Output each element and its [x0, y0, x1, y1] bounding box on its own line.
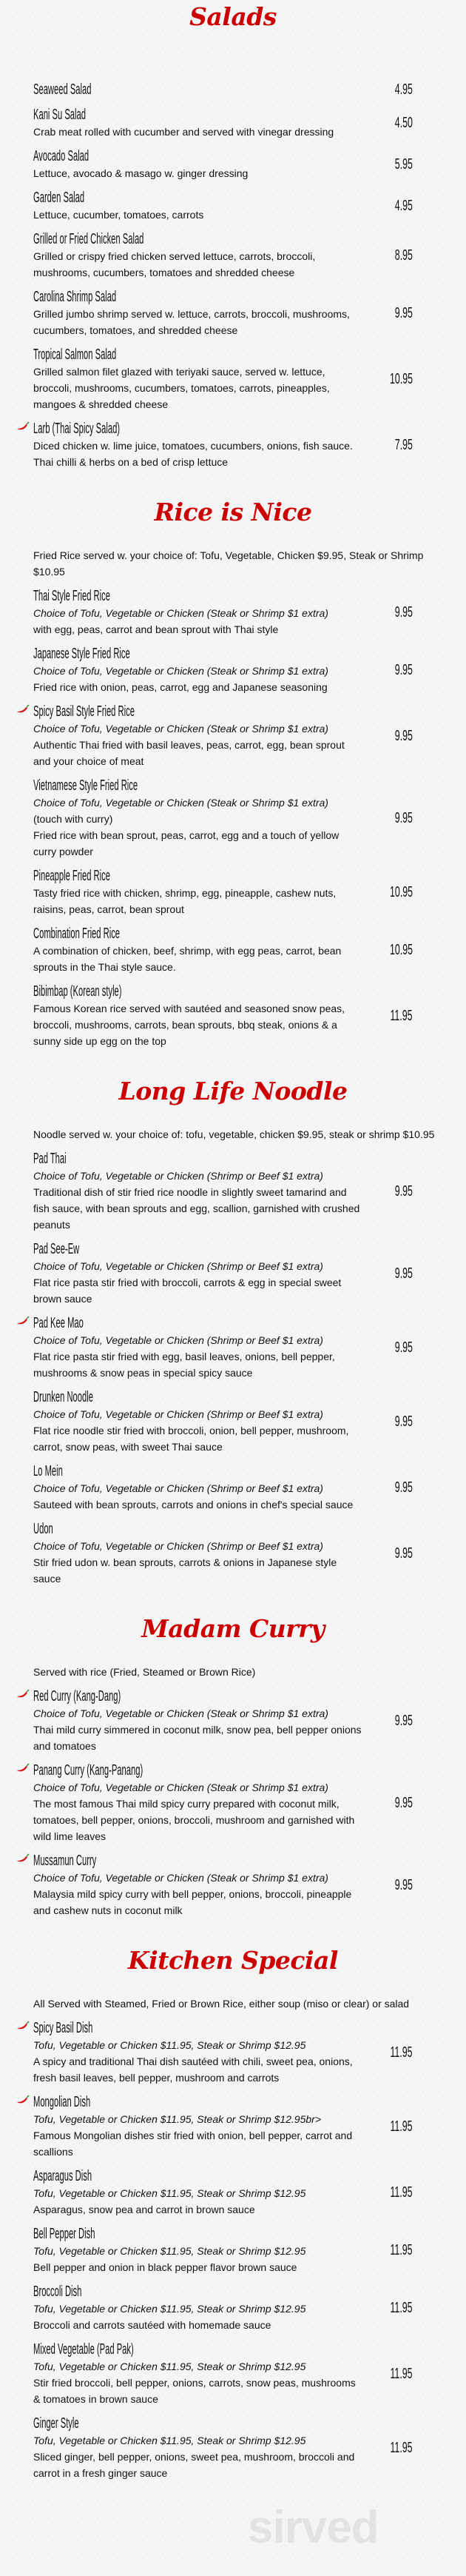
menu-item-name-text: Tropical Salmon Salad — [33, 347, 117, 363]
menu-item-price — [368, 1265, 413, 1282]
menu-item-name — [33, 189, 362, 207]
menu-item-price — [368, 437, 413, 454]
menu-item-choice: Choice of Tofu, Vegetable or Chicken (Steak or Shrimp $1 extra) — [33, 665, 328, 677]
menu-item — [33, 189, 413, 223]
menu-item-price-text: 11.95 — [390, 2241, 413, 2258]
section-intro: All Served with Steamed, Fried or Brown Rice, either soup (miso or clear) or salad — [33, 1998, 410, 2010]
menu-item-name-text: Ginger Style — [33, 2415, 79, 2432]
menu-item-description: Stir fried broccoli, bell pepper, onions, carrots, snow peas, mushrooms & tomatoes in brown sauce — [33, 2377, 356, 2405]
menu-item-description: Famous Korean rice served with sautéed and seasoned snow peas, broccoli, mushrooms, carrots, bean sprouts, bbq steak, onions & a sunny side up egg on the top — [33, 1003, 345, 1047]
menu-item-name — [33, 1852, 362, 1870]
menu-item-price-text: 8.95 — [394, 247, 413, 264]
menu-item-body — [33, 2283, 362, 2333]
menu-item-body — [33, 1762, 362, 1844]
menu-item-price — [368, 1183, 413, 1200]
menu-item-price-text: 9.95 — [394, 603, 413, 620]
menu-item-price-text: 11.95 — [390, 2184, 413, 2201]
menu-item — [33, 983, 413, 1049]
menu-item-name-text: Pineapple Fried Rice — [33, 868, 110, 884]
menu-item-price-text: 11.95 — [390, 2044, 413, 2061]
menu-item-name-text: Kani Su Salad — [33, 107, 86, 123]
section-heading: Salads — [189, 2, 277, 31]
menu-item — [33, 106, 413, 140]
menu-item-name — [33, 1150, 362, 1168]
menu-item-name-text: Lo Mein — [33, 1463, 63, 1479]
menu-item-price — [368, 662, 413, 679]
menu-item-body — [33, 703, 362, 769]
menu-item-description: Flat rice pasta stir fried with broccoli, carrots & egg in special sweet brown sauce — [33, 1277, 342, 1305]
chili-pepper-icon — [16, 421, 30, 432]
menu-item-name-text: Larb (Thai Spicy Salad) — [33, 421, 121, 437]
menu-item-choice: Choice of Tofu, Vegetable or Chicken (Steak or Shrimp $1 extra) — [33, 723, 328, 735]
menu-item-choice: Choice of Tofu, Vegetable or Chicken (Shrimp or Beef $1 extra) — [33, 1540, 323, 1552]
menu-item-description: Fried rice with onion, peas, carrot, egg and Japanese seasoning — [33, 681, 328, 693]
menu-item — [33, 1314, 413, 1381]
menu-item — [33, 1687, 413, 1754]
menu-item-price — [368, 305, 413, 322]
menu-item-price-text: 9.95 — [394, 1712, 413, 1729]
menu-item-name — [33, 587, 362, 605]
menu-item-name — [33, 2415, 362, 2432]
menu-item-price-text: 9.95 — [394, 1876, 413, 1893]
menu-item — [33, 81, 413, 98]
menu-item-price-text: 9.95 — [394, 1265, 413, 1282]
menu-item-body — [33, 2341, 362, 2407]
menu-item-name — [33, 983, 362, 1000]
menu-item-name-text: Red Curry (Kang-Dang) — [33, 1688, 121, 1704]
menu-item-body — [33, 983, 362, 1049]
menu-item — [33, 1240, 413, 1307]
menu-item-name-text: Seaweed Salad — [33, 81, 92, 98]
section-intro: Served with rice (Fried, Steamed or Brown Rice) — [33, 1666, 256, 1678]
chili-pepper-icon — [16, 704, 30, 715]
menu-item-choice: Choice of Tofu, Vegetable or Chicken (Steak or Shrimp $1 extra) — [33, 607, 328, 619]
menu-section — [0, 1926, 466, 2481]
menu-item-description: Lettuce, cucumber, tomatoes, carrots — [33, 209, 204, 221]
menu-item-price-text: 11.95 — [390, 2299, 413, 2316]
menu-item-name-text: Vietnamese Style Fried Rice — [33, 777, 138, 794]
menu-item-name — [33, 420, 362, 438]
menu-item-body — [33, 147, 362, 181]
menu-item-price — [368, 1479, 413, 1496]
menu-item-description: Grilled salmon filet glazed with teriyaki sauce, served w. lettuce, broccoli, mushrooms, cucumbers, tomatoes, carrots, pineapples, mangoes & shredded cheese — [33, 366, 330, 410]
menu-item-description: Stir fried udon w. bean sprouts, carrots & onions in Japanese style sauce — [33, 1556, 337, 1585]
menu-item-name — [33, 1520, 362, 1538]
menu-item-price — [368, 2184, 413, 2201]
menu-item — [33, 1852, 413, 1918]
menu-item-body — [33, 106, 362, 140]
menu-item-name — [33, 703, 362, 720]
menu-item — [33, 2283, 413, 2333]
menu-item-price — [368, 1008, 413, 1025]
menu-item — [33, 645, 413, 695]
menu-item-body — [33, 2415, 362, 2481]
menu-item-name — [33, 346, 362, 364]
section-heading: Kitchen Special — [128, 1946, 338, 1975]
menu-item-body — [33, 587, 362, 638]
menu-item-name-text: Spicy Basil Style Fried Rice — [33, 703, 135, 720]
menu-item-body — [33, 1852, 362, 1918]
chili-pepper-icon — [16, 2021, 30, 2031]
menu-item-choice: Choice of Tofu, Vegetable or Chicken (Steak or Shrimp $1 extra) — [33, 1872, 328, 1884]
menu-item-description: Tasty fried rice with chicken, shrimp, egg, pineapple, cashew nuts, raisins, peas, carrot, bean sprout — [33, 887, 337, 915]
menu-item-name — [33, 2341, 362, 2358]
menu-item-choice: Tofu, Vegetable or Chicken $11.95, Steak or Shrimp $12.95 — [33, 2039, 306, 2051]
menu-item-price — [368, 728, 413, 745]
chili-pepper-icon — [16, 1853, 30, 1864]
section-heading: Madam Curry — [141, 1614, 325, 1643]
menu-item-price-text: 4.50 — [394, 114, 413, 131]
menu-item-body — [33, 867, 362, 917]
menu-item-body — [33, 925, 362, 975]
menu-item — [33, 777, 413, 860]
menu-item-price — [368, 2366, 413, 2383]
section-intro: Fried Rice served w. your choice of: Tofu, Vegetable, Chicken $9.95, Steak or Shrimp $10.95 — [33, 549, 424, 578]
menu-item-name-text: Garden Salad — [33, 190, 85, 206]
menu-item-price-text: 5.95 — [394, 155, 413, 173]
menu-item-price-text: 11.95 — [390, 2118, 413, 2135]
menu-item-name — [33, 2283, 362, 2301]
menu-item-body — [33, 645, 362, 695]
menu-item-description: Broccoli and carrots sautéed with homemade sauce — [33, 2319, 271, 2331]
menu-item-price-text: 10.95 — [389, 883, 413, 900]
chili-pepper-icon — [16, 1316, 30, 1326]
menu-item-description: Grilled or crispy fried chicken served lettuce, carrots, broccoli, mushrooms, cucumbers, tomatoes and shredded cheese — [33, 250, 316, 278]
menu-item — [33, 2341, 413, 2407]
menu-item-price-text: 10.95 — [389, 370, 413, 387]
menu-item-price-text: 11.95 — [390, 2365, 413, 2382]
menu-item-name-text: Japanese Style Fried Rice — [33, 646, 130, 662]
menu-item-body — [33, 2167, 362, 2218]
menu-item-name — [33, 2167, 362, 2185]
menu-item-price — [368, 1877, 413, 1894]
menu-section — [0, 478, 466, 1049]
menu-item-name — [33, 81, 362, 98]
menu-item-price-text: 7.95 — [394, 436, 413, 453]
menu-item-description: A combination of chicken, beef, shrimp, with egg peas, carrot, bean sprouts in the Thai style sauce. — [33, 945, 342, 973]
menu-item-price — [368, 604, 413, 621]
menu-item — [33, 1520, 413, 1587]
menu-item-name-text: Udon — [33, 1521, 53, 1537]
menu-item-name-text: Spicy Basil Dish — [33, 2020, 93, 2036]
menu-item-price-text: 9.95 — [394, 727, 413, 744]
menu-item-description: Fried rice with bean sprout, peas, carrot, egg and a touch of yellow curry powder — [33, 829, 340, 857]
menu-item — [33, 147, 413, 181]
menu-item-name-text: Panang Curry (Kang-Panang) — [33, 1762, 143, 1779]
menu-item-price — [368, 1339, 413, 1356]
menu-item-price — [368, 2300, 413, 2317]
menu-item-choice: Choice of Tofu, Vegetable or Chicken (Shrimp or Beef $1 extra) — [33, 1482, 323, 1494]
menu-item-description: (touch with curry) — [33, 813, 113, 825]
menu-item — [33, 346, 413, 412]
menu-item — [33, 2093, 413, 2160]
menu-section — [0, 1057, 466, 1587]
menu-item-body — [33, 777, 362, 860]
menu-item-name — [33, 1462, 362, 1480]
menu-item-description: Sliced ginger, bell pepper, onions, sweet pea, mushroom, broccoli and carrot in a fresh ginger sauce — [33, 2451, 355, 2479]
chili-pepper-icon — [16, 1763, 30, 1773]
menu-item-price-text: 10.95 — [389, 941, 413, 958]
menu-item — [33, 2225, 413, 2275]
menu-item-name — [33, 1388, 362, 1406]
menu-item-price — [368, 115, 413, 132]
menu-item-body — [33, 1150, 362, 1233]
menu-item-body — [33, 189, 362, 223]
menu-item-name-text: Pad See-Ew — [33, 1241, 80, 1257]
menu-item-name — [33, 230, 362, 248]
section-heading: Long Life Noodle — [118, 1077, 348, 1105]
menu-item-price — [368, 1795, 413, 1812]
menu-item-price-text: 9.95 — [394, 1794, 413, 1811]
menu-item-name — [33, 1314, 362, 1332]
menu-item — [33, 420, 413, 470]
menu-item-price-text: 11.95 — [390, 2439, 413, 2456]
menu-item-name — [33, 147, 362, 165]
menu-item-choice: Tofu, Vegetable or Chicken $11.95, Steak or Shrimp $12.95 — [33, 2303, 306, 2315]
menu-item — [33, 1388, 413, 1455]
menu-item-price — [368, 247, 413, 264]
menu-item-name-text: Bibimbap (Korean style) — [33, 983, 122, 1000]
menu-item — [33, 1150, 413, 1233]
menu-item-description: with egg, peas, carrot and bean sprout with Thai style — [33, 623, 279, 635]
menu-item-description: A spicy and traditional Thai dish sautéed with chili, sweet pea, onions, fresh basil leaves, bell pepper, mushroom and carrots — [33, 2055, 353, 2084]
menu-item — [33, 1462, 413, 1513]
menu-section — [0, 0, 466, 470]
menu-item-description: Thai mild curry simmered in coconut milk, snow pea, bell pepper onions and tomatoes — [33, 1724, 362, 1752]
menu-item-name-text: Mongolian Dish — [33, 2094, 91, 2110]
sirved-watermark: sirved — [248, 2502, 379, 2553]
menu-item-price — [368, 2118, 413, 2135]
menu-item-price — [368, 810, 413, 827]
menu-item-body — [33, 2019, 362, 2086]
menu-item-name-text: Grilled or Fried Chicken Salad — [33, 231, 144, 247]
menu-item — [33, 2019, 413, 2086]
menu-item-description: Lettuce, avocado & masago w. ginger dressing — [33, 167, 249, 179]
menu-item-choice: Choice of Tofu, Vegetable or Chicken (Steak or Shrimp $1 extra) — [33, 1707, 328, 1719]
menu-item-body — [33, 420, 362, 470]
menu-item-price-text: 9.95 — [394, 1413, 413, 1430]
menu-item-name — [33, 2019, 362, 2037]
menu-item-price-text: 4.95 — [394, 81, 413, 98]
menu-item-choice: Tofu, Vegetable or Chicken $11.95, Steak or Shrimp $12.95 — [33, 2435, 306, 2446]
menu-item-name-text: Drunken Noodle — [33, 1389, 93, 1405]
menu-item-name — [33, 645, 362, 663]
menu-item-choice: Tofu, Vegetable or Chicken $11.95, Steak or Shrimp $12.95 — [33, 2187, 306, 2199]
menu-item-choice: Choice of Tofu, Vegetable or Chicken (Shrimp or Beef $1 extra) — [33, 1334, 323, 1346]
menu-item-price-text: 4.95 — [394, 197, 413, 214]
menu-item-name — [33, 1762, 362, 1779]
menu-item-name-text: Asparagus Dish — [33, 2168, 92, 2184]
menu-item — [33, 1762, 413, 1844]
menu-item — [33, 288, 413, 338]
menu-item-body — [33, 2225, 362, 2275]
menu-item-price — [368, 371, 413, 388]
menu-item-description: Asparagus, snow pea and carrot in brown sauce — [33, 2204, 255, 2215]
menu-item-body — [33, 288, 362, 338]
menu-item-price — [368, 1713, 413, 1730]
chili-pepper-icon — [16, 2095, 30, 2105]
menu-item-body — [33, 2093, 362, 2160]
menu-item-name-text: Carolina Shrimp Salad — [33, 289, 117, 305]
menu-item-name — [33, 2225, 362, 2243]
menu-item-body — [33, 1687, 362, 1754]
menu-item-price — [368, 1414, 413, 1431]
menu-item-description: Bell pepper and onion in black pepper flavor brown sauce — [33, 2261, 297, 2273]
menu-item-name-text: Pad Thai — [33, 1151, 67, 1167]
menu-item-body — [33, 1240, 362, 1307]
menu-item-name — [33, 1240, 362, 1258]
menu-item-price-text: 9.95 — [394, 1545, 413, 1562]
menu-item-name-text: Mussamun Curry — [33, 1853, 97, 1869]
menu-item-description: Traditional dish of stir fried rice noodle in slightly sweet tamarind and fish sauce, with bean sprouts and egg, scallion, garnished with crushed peanuts — [33, 1186, 360, 1231]
menu-item-description: Famous Mongolian dishes stir fried with onion, bell pepper, carrot and scallions — [33, 2130, 353, 2158]
menu-item-name — [33, 1687, 362, 1705]
menu-item — [33, 867, 413, 917]
menu-item-description: Diced chicken w. lime juice, tomatoes, cucumbers, onions, fish sauce. Thai chilli & herbs on a bed of crisp lettuce — [33, 440, 353, 468]
menu-item — [33, 703, 413, 769]
menu-item-name — [33, 288, 362, 306]
menu-item-name-text: Thai Style Fried Rice — [33, 588, 110, 604]
menu-item-body — [33, 1388, 362, 1455]
menu-item-body — [33, 230, 362, 281]
menu-item-description: Malaysia mild spicy curry with bell pepper, onions, broccoli, pineapple and cashew nuts in coconut milk — [33, 1888, 352, 1916]
menu-item-body — [33, 1520, 362, 1587]
menu-item-name — [33, 777, 362, 794]
menu-item-body — [33, 1314, 362, 1381]
menu-item-choice: Choice of Tofu, Vegetable or Chicken (Shrimp or Beef $1 extra) — [33, 1260, 323, 1272]
menu-item-choice: Tofu, Vegetable or Chicken $11.95, Steak or Shrimp $12.95 — [33, 2361, 306, 2372]
menu-item-price-text: 9.95 — [394, 304, 413, 321]
menu-item-price — [368, 156, 413, 173]
menu-item-choice: Tofu, Vegetable or Chicken $11.95, Steak or Shrimp $12.95 — [33, 2245, 306, 2257]
menu-item — [33, 2167, 413, 2218]
menu-item-name-text: Combination Fried Rice — [33, 926, 121, 942]
menu-item-price — [368, 2242, 413, 2259]
menu-item-name-text: Bell Pepper Dish — [33, 2226, 95, 2242]
menu-item-name — [33, 106, 362, 124]
menu-item-choice: Choice of Tofu, Vegetable or Chicken (Shrimp or Beef $1 extra) — [33, 1170, 323, 1182]
menu-item-name-text: Broccoli Dish — [33, 2284, 82, 2300]
menu-item-description: Crab meat rolled with cucumber and served with vinegar dressing — [33, 126, 334, 138]
section-intro: Noodle served w. your choice of: tofu, vegetable, chicken $9.95, steak or shrimp $10.95 — [33, 1128, 435, 1140]
menu-item — [33, 587, 413, 638]
menu-item-price-text: 9.95 — [394, 809, 413, 826]
menu-item-name — [33, 867, 362, 885]
menu-item-price-text: 11.95 — [390, 1007, 413, 1024]
menu-item-description: Flat rice pasta stir fried with egg, basil leaves, onions, bell pepper, mushrooms & snow peas in special spicy sauce — [33, 1351, 335, 1379]
menu-item-choice: Tofu, Vegetable or Chicken $11.95, Steak or Shrimp $12.95br> — [33, 2113, 322, 2125]
menu-item-description: The most famous Thai mild spicy curry prepared with coconut milk, tomatoes, bell pepper, onions, broccoli, mushroom and garnished with wild lime leaves — [33, 1798, 355, 1842]
menu-item-choice: Choice of Tofu, Vegetable or Chicken (Steak or Shrimp $1 extra) — [33, 1782, 328, 1793]
menu-item-body — [33, 81, 362, 98]
menu-item-price — [368, 2044, 413, 2061]
menu-item-price — [368, 1545, 413, 1562]
menu-item-price — [368, 884, 413, 901]
menu-item-description: Authentic Thai fried with basil leaves, peas, carrot, egg, bean sprout and your choice of meat — [33, 739, 345, 767]
menu-item-description: Grilled jumbo shrimp served w. lettuce, carrots, broccoli, mushrooms, cucumbers, tomatoes, and shredded cheese — [33, 308, 350, 336]
menu-item-name-text: Pad Kee Mao — [33, 1315, 84, 1331]
menu-item-name — [33, 925, 362, 943]
menu-item-price-text: 9.95 — [394, 661, 413, 678]
section-heading: Rice is Nice — [154, 498, 312, 526]
menu-item-price — [368, 2440, 413, 2457]
menu-item-description: Flat rice noodle stir fried with broccoli, onion, bell pepper, mushroom, carrot, snow peas, with sweet Thai sauce — [33, 1425, 349, 1453]
menu-item — [33, 925, 413, 975]
menu-section — [0, 1594, 466, 1918]
menu-item-body — [33, 346, 362, 412]
menu-item — [33, 230, 413, 281]
menu-item-price — [368, 198, 413, 215]
menu-item-price — [368, 942, 413, 959]
menu-item-name-text: Avocado Salad — [33, 148, 90, 164]
menu-item — [33, 2415, 413, 2481]
menu-item-price — [368, 81, 413, 98]
menu-item-price-text: 9.95 — [394, 1339, 413, 1356]
chili-pepper-icon — [16, 1689, 30, 1699]
menu-item-body — [33, 1462, 362, 1513]
menu-item-price-text: 9.95 — [394, 1182, 413, 1200]
menu-item-name-text: Mixed Vegetable (Pad Pak) — [33, 2341, 134, 2358]
menu-item-description: Sauteed with bean sprouts, carrots and onions in chef's special sauce — [33, 1499, 354, 1511]
menu-item-name — [33, 2093, 362, 2111]
menu-item-price-text: 9.95 — [394, 1479, 413, 1496]
menu-item-choice: Choice of Tofu, Vegetable or Chicken (Steak or Shrimp $1 extra) — [33, 797, 328, 809]
menu-item-choice: Choice of Tofu, Vegetable or Chicken (Shrimp or Beef $1 extra) — [33, 1408, 323, 1420]
